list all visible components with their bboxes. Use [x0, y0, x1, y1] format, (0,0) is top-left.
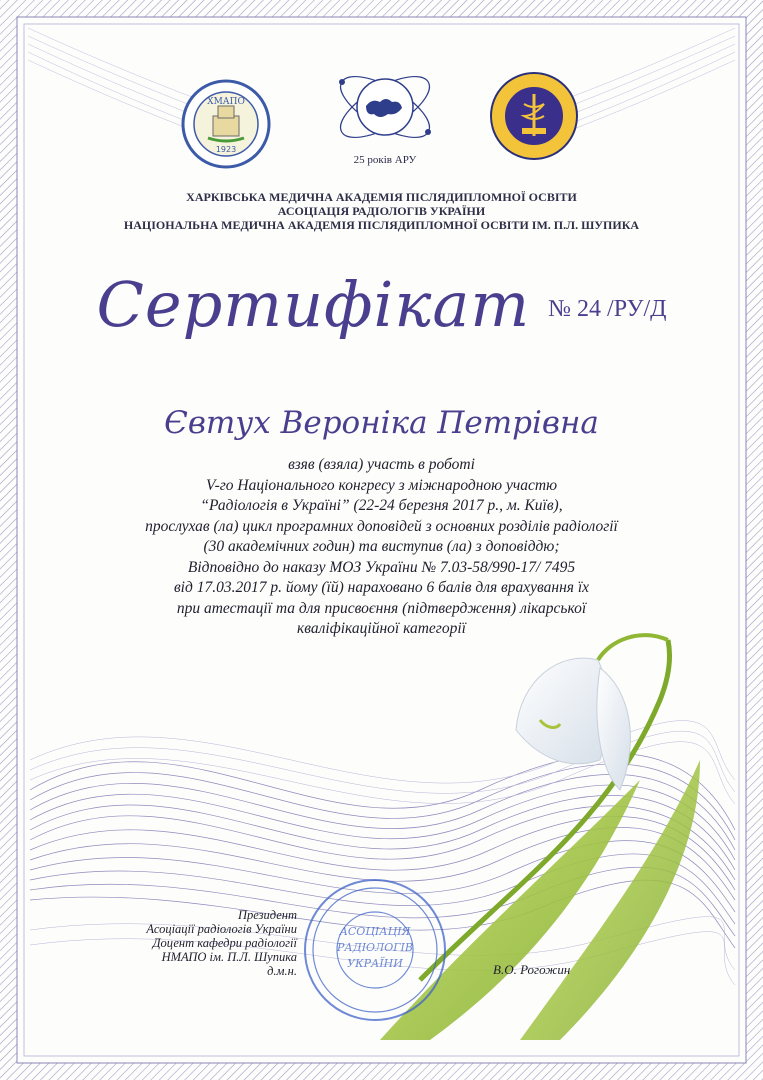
signatory-title-block: [146, 908, 297, 978]
signatory-line: Доцент кафедри радіології: [152, 936, 297, 950]
recipient-name: Євтух Вероніка Петрівна: [164, 405, 599, 441]
certificate-number: № 24 /РУ/Д: [548, 296, 667, 322]
body-line: при атестації та для присвоєння (підтвердження) лікарської: [176, 599, 587, 617]
svg-text:ХМАПО: ХМАПО: [207, 97, 245, 107]
body-line: від 17.03.2017 р. йому (їй) нараховано 6 балів для врахування їх: [173, 579, 590, 596]
body-line: (30 академічних годин) та виступив (ла) з доповіддю;: [203, 538, 560, 555]
certificate-title-row: [0, 268, 763, 341]
body-line: V-го Національного конгресу з міжнародною участю: [205, 476, 558, 494]
body-line: прослухав (ла) цикл програмних доповідей з основних розділів радіології: [145, 517, 618, 535]
signatory-line: д.м.н.: [267, 964, 297, 978]
corner-fan-left: [28, 28, 200, 130]
body-line: Відповідно до наказу МОЗ України № 7.03-58/990-17/ 7495: [187, 558, 576, 576]
signatory-name: В.О. Рогожин: [493, 962, 571, 977]
organization-name: НАЦІОНАЛЬНА МЕДИЧНА АКАДЕМІЯ ПІСЛЯДИПЛОМНОЇ ОСВІТИ ІМ. П.Л. ШУПИКА: [123, 218, 640, 232]
body-line: кваліфікаційної категорії: [297, 620, 466, 637]
logo-kharkiv-academy: [180, 78, 272, 170]
signatory-line: Президент: [237, 908, 297, 922]
logo-radiologists-association: [330, 62, 440, 172]
signatory-line: НМАПО ім. П.Л. Шупика: [161, 950, 297, 964]
logo-national-academy: [488, 70, 580, 162]
svg-text:УКРАЇНИ: УКРАЇНИ: [347, 957, 403, 970]
organization-name: АСОЦІАЦІЯ РАДІОЛОГІВ УКРАЇНИ: [277, 204, 486, 218]
signatory-line: Асоціації радіологів України: [146, 922, 297, 936]
organizations-list: [0, 190, 763, 232]
corner-fan-right: [563, 28, 735, 130]
official-stamp: [300, 875, 450, 1030]
national-academy-emblem-icon: [488, 70, 580, 162]
radiologists-association-emblem-icon: [330, 62, 440, 152]
svg-text:АСОЦІАЦІЯ: АСОЦІАЦІЯ: [339, 925, 411, 938]
body-line: взяв (взяла) участь в роботі: [288, 456, 475, 473]
kharkiv-academy-emblem-icon: [180, 78, 272, 170]
body-line: “Радіологія в Україні” (22-24 березня 2017 р., м. Київ),: [200, 497, 563, 514]
svg-text:1923: 1923: [215, 145, 237, 154]
association-anniversary-caption: 25 років АРУ: [353, 154, 417, 166]
stamp-seal-icon: [300, 875, 450, 1025]
organization-name: ХАРКІВСЬКА МЕДИЧНА АКАДЕМІЯ ПІСЛЯДИПЛОМНОЇ ОСВІТИ: [186, 190, 577, 204]
certificate-body: [60, 455, 703, 640]
svg-text:РАДІОЛОГІВ: РАДІОЛОГІВ: [337, 941, 413, 954]
certificate-title: Сертифікат: [96, 268, 531, 341]
